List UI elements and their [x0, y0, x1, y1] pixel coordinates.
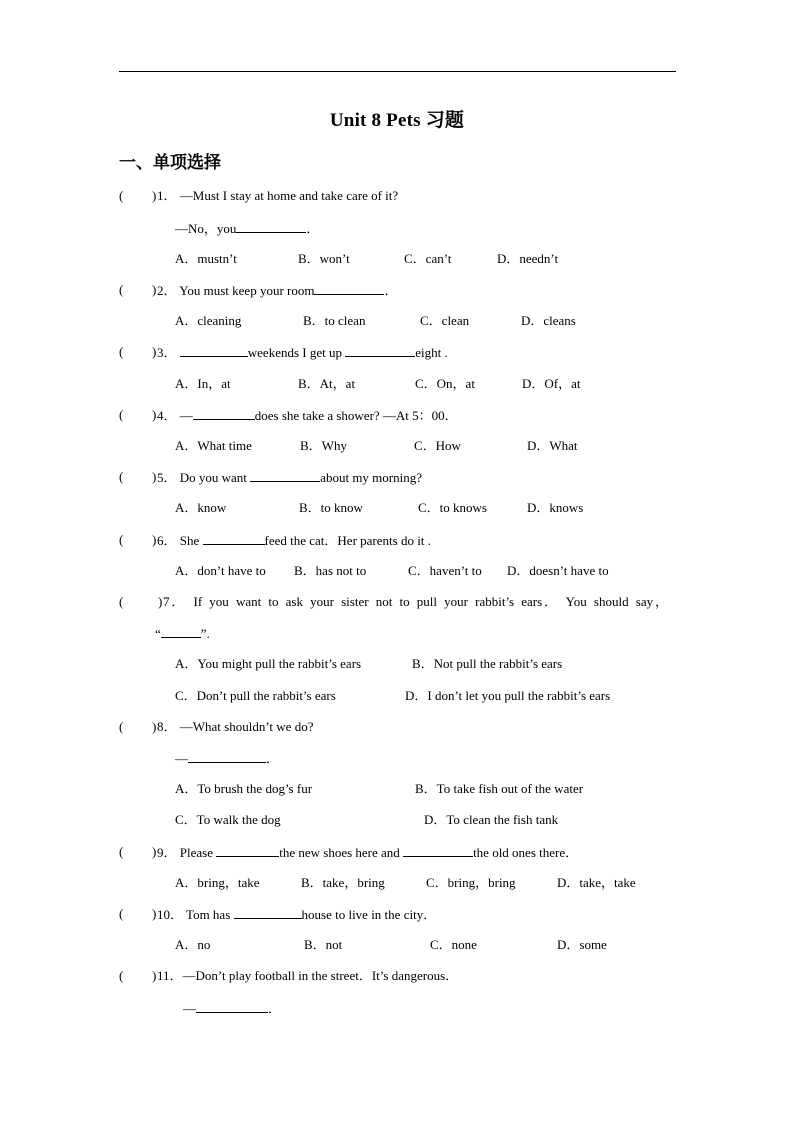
option-a: A．cleaning: [175, 313, 242, 328]
answer-paren-open: (: [119, 407, 124, 422]
answer-paren-close: ): [158, 594, 163, 609]
answer-blank: [180, 344, 248, 357]
answer-blank: [250, 469, 320, 482]
question-stem: If you want to ask your sister not to pull your rabbit’s ears． You should say，: [193, 594, 668, 609]
option-b: B．to know: [299, 500, 363, 515]
answer-paren-open: (: [119, 844, 124, 859]
header-rule: [119, 71, 676, 72]
question-number: 2．: [157, 283, 177, 298]
option-d: D．take，take: [557, 875, 636, 890]
option-b: B．To take fish out of the water: [415, 781, 584, 796]
question-number: 9．: [157, 845, 177, 860]
option-b: B．take，bring: [301, 875, 385, 890]
answer-paren-close: ): [152, 906, 157, 921]
option-c: C．can’t: [404, 251, 452, 266]
question-stem: —Must I stay at home and take care of it?: [179, 188, 399, 203]
option-d: D．I don’t let you pull the rabbit’s ears: [405, 688, 611, 703]
answer-paren-open: (: [119, 968, 124, 983]
answer-blank: [193, 407, 255, 420]
option-d: D．Of，at: [522, 376, 581, 391]
question-number: 10．: [157, 907, 184, 922]
option-a: A．To brush the dog’s fur: [175, 781, 313, 796]
answer-paren-close: ): [152, 407, 157, 422]
answer-paren-close: ): [152, 719, 157, 734]
option-c: C．bring，bring: [426, 875, 516, 890]
option-d: D．To clean the fish tank: [424, 812, 559, 827]
option-a: A．know: [175, 500, 227, 515]
answer-blank: [196, 1000, 268, 1013]
answer-paren-close: ): [152, 469, 157, 484]
option-d: D．What: [527, 438, 578, 453]
option-a: A．bring，take: [175, 875, 260, 890]
answer-paren-close: ): [152, 344, 157, 359]
option-c: C．haven’t to: [408, 563, 482, 578]
option-b: B．to clean: [303, 313, 366, 328]
question-stem: does she take a shower? —At 5：00．: [254, 408, 458, 423]
answer-blank: [234, 906, 302, 919]
answer-blank: [161, 625, 201, 638]
option-d: D．some: [557, 937, 607, 952]
option-c: C．none: [430, 937, 477, 952]
question-stem: You must keep your room: [179, 283, 315, 298]
option-b: B．At，at: [298, 376, 356, 391]
option-a: A．mustn’t: [175, 251, 237, 266]
answer-paren-close: ): [152, 968, 157, 983]
answer-paren-open: (: [119, 344, 124, 359]
option-c: C．How: [414, 438, 461, 453]
section-heading: 一、单项选择: [119, 153, 221, 173]
option-b: B．Why: [300, 438, 347, 453]
answer-paren-open: (: [119, 469, 124, 484]
option-d: D．cleans: [521, 313, 576, 328]
answer-blank: [203, 532, 265, 545]
option-c: C．On，at: [415, 376, 475, 391]
answer-paren-close: ): [152, 188, 157, 203]
option-b: B．not: [304, 937, 343, 952]
question-stem: She: [179, 533, 203, 548]
option-c: C．To walk the dog: [175, 812, 281, 827]
question-stem: Please: [179, 845, 217, 860]
question-number: 7．: [163, 594, 187, 609]
answer-paren-close: ): [152, 532, 157, 547]
option-d: D．knows: [527, 500, 584, 515]
question-number: 5．: [157, 470, 177, 485]
answer-paren-open: (: [119, 719, 124, 734]
page-title: Unit 8 Pets 习题: [329, 110, 465, 131]
question-number: 3．: [157, 345, 177, 360]
option-c: C．to knows: [418, 500, 487, 515]
question-stem: weekends I get up: [247, 345, 346, 360]
option-a: A．What time: [175, 438, 252, 453]
answer-blank: [216, 844, 279, 857]
answer-blank: [345, 344, 415, 357]
option-a: A．You might pull the rabbit’s ears: [175, 656, 362, 671]
question-number: 8．: [157, 719, 177, 734]
option-c: C．Don’t pull the rabbit’s ears: [175, 688, 336, 703]
question-number: 6．: [157, 533, 177, 548]
question-stem-line2: —No，you: [175, 221, 237, 236]
answer-paren-open: (: [119, 906, 124, 921]
answer-paren-open: (: [119, 188, 124, 203]
answer-blank: [188, 750, 266, 763]
question-number: 11．: [157, 968, 183, 983]
question-stem: Do you want: [179, 470, 251, 485]
option-b: B．Not pull the rabbit’s ears: [412, 656, 563, 671]
answer-paren-close: ): [152, 844, 157, 859]
answer-blank: [314, 282, 384, 295]
question-number: 1．: [157, 188, 177, 203]
option-a: A．don’t have to: [175, 563, 266, 578]
answer-paren-open: (: [119, 282, 124, 297]
answer-paren-open: (: [119, 532, 124, 547]
answer-paren-open: (: [119, 594, 124, 609]
question-stem: —What shouldn’t we do?: [179, 719, 314, 734]
answer-paren-close: ): [152, 282, 157, 297]
question-stem: Tom has: [186, 907, 234, 922]
option-c: C．clean: [420, 313, 470, 328]
option-a: A．In，at: [175, 376, 231, 391]
answer-blank: [236, 220, 306, 233]
question-number: 4．: [157, 408, 177, 423]
option-d: D．needn’t: [497, 251, 559, 266]
answer-blank: [403, 844, 473, 857]
option-b: B．won’t: [298, 251, 350, 266]
option-d: D．doesn’t have to: [507, 563, 609, 578]
option-a: A．no: [175, 937, 211, 952]
question-stem: —Don’t play football in the street．It’s dangerous．: [182, 968, 459, 983]
option-b: B．has not to: [294, 563, 367, 578]
